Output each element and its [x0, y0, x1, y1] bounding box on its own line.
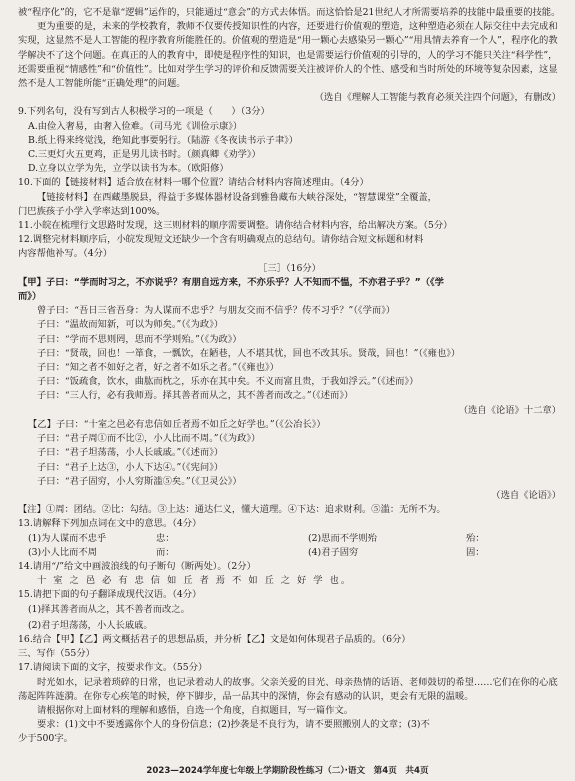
q17-requirements: 少于500字。 — [18, 733, 73, 745]
q15-sentence: (2)君子坦荡荡，小人长戚戚。 — [28, 619, 153, 631]
q13-blank: 而： — [156, 546, 175, 558]
q13-item: (4)君子固穷 — [308, 546, 359, 558]
jia-text: 曾子曰：“吾日三省吾身：为人谋而不忠乎？与朋友交而不信乎？传不习乎？”（《学而》） — [37, 305, 396, 317]
q15-sentence: (1)择其善者而从之，其不善者而改之。 — [28, 603, 190, 615]
q13-item: (2)思而不学则殆 — [308, 532, 377, 544]
question-13-row — [18, 546, 561, 560]
jia-source: （选自《论语》十二章） — [458, 404, 561, 416]
option-a: A.由俭入奢易，由奢入俭难。（司马光《训俭示康》） — [28, 120, 243, 132]
question-17-stem: 17.请阅读下面的文字，按要求作文。（55分） — [18, 662, 208, 674]
question-12: 12.调整完材料顺序后，小皖发现短文还缺少一个含有明确观点的总结句。请你结合短文标题和材料 — [18, 234, 424, 246]
q17-prompt: 时光如水，记录着琐碎的日常，也记录着动人的故事。父亲关爱的目光、母亲热情的话语、老师鼓切的希望……它们在你的心底荡起阵阵涟漪。在你专心疾笔的时候，停下脚步，品一品其中的深情，你会有感动的认识，更会有无限的温暖。 — [18, 676, 558, 702]
yi-text: 子曰：“君子上达③，小人下达④。”（《宪问》） — [37, 461, 224, 473]
jia-text: 子曰：“饭疏食，饮水，曲肱而枕之，乐亦在其中矣。不义而富且贵，于我如浮云。”（《述而》） — [37, 376, 419, 388]
question-10-stem: 10.下面的【链接材料】适合放在材料一哪个位置？请结合材料内容简述理由。（4分） — [18, 177, 369, 189]
link-material: 门巴族孩子小学入学率达到100%。 — [18, 205, 166, 217]
jia-text: 子曰：“贤哉，回也！一箪食，一瓢饮，在陋巷，人不堪其忧，回也不改其乐。贤哉，回也！”（《雍也》） — [37, 347, 461, 359]
q17-task: 请根据你对上面材料的理解和感悟，自选一个角度，自拟题目，写一篇作文。 — [37, 704, 354, 716]
question-13-row — [18, 532, 561, 546]
passage-source: （选自《理解人工智能与教育必须关注四个问题》，有删改） — [314, 92, 561, 104]
q17-requirements: 要求：(1)文中不要透露你个人的身份信息；(2)抄袭是不良行为，请不要照搬别人的文章；(3)不 — [37, 719, 430, 731]
q13-blank: 忠： — [156, 532, 175, 544]
jia-text: 子曰：“学而不思则罔，思而不学则殆。”（《为政》） — [37, 333, 242, 345]
jia-text: 子曰：“三人行，必有我师焉。择其善者而从之，其不善者而改之。”（《述而》） — [37, 390, 354, 402]
page-footer: 2023—2024学年度七年级上学期阶段性练习（二）·语文 第4页 共4页 — [146, 766, 429, 776]
annotation-note: 【注】①周：团结。②比：勾结。③上达：通达仁义，懂大道理。④下达：追求财利。⑤滥：无所不为。 — [18, 504, 446, 516]
q13-item: (3)小人比而不周 — [28, 546, 97, 558]
section-three-heading: ［三］（16分） — [258, 262, 321, 274]
yi-source: （选自《论语》） — [491, 489, 561, 501]
link-material: 【链接材料】在西藏墨脱县，得益于多媒体器材设备到雅鲁藏布大峡谷深处，“智慧课堂”全覆盖， — [37, 191, 437, 203]
q13-item: (1)为人谋而不忠乎 — [28, 532, 107, 544]
jia-text: 子曰：“知之者不如好之者，好之者不如乐之者。”（《雍也》） — [37, 362, 279, 374]
q13-blank: 固： — [466, 546, 485, 558]
option-b: B.纸上得来终觉浅，绝知此事要躬行。（陆游《冬夜读书示子聿》） — [28, 134, 299, 146]
writing-section-heading: 三、写作（55分） — [18, 648, 95, 660]
question-14-stem: 14.请用“/”给文中画波浪线的句子断句（断两处）。（2分） — [18, 560, 256, 572]
yi-text: 子曰：“君子坦荡荡，小人长戚戚。”（《述而》） — [37, 447, 224, 459]
question-11: 11.小皖在梳理行文思路时发现，这三则材料的顺序需要调整。请你结合材料内容，给出解决方案。（5分） — [18, 220, 453, 232]
question-16: 16.结合【甲】【乙】两文概括君子的思想品质，并分析【乙】文是如何体现君子品质的。（6分） — [18, 633, 411, 645]
jia-text: 子曰：“温故而知新，可以为师矣。”（《为政》） — [37, 319, 224, 331]
option-d: D.立身以立学为先，立学以读书为本。（欧阳修） — [28, 163, 229, 175]
option-c: C.三更灯火五更鸡，正是男儿读书时。（颜真卿《劝学》） — [28, 149, 261, 161]
passage-paragraph: 被“程序化”的，它不是靠“逻辑”运作的，只能通过“意会”的方式去体悟。而这恰恰是21世纪人才所需要培养的技能中最重要的技能。 — [18, 7, 561, 18]
jia-text: 而》） — [18, 291, 42, 303]
yi-text: 子曰：“君子固穷，小人穷斯滥⑤矣。”（《卫灵公》） — [37, 475, 242, 487]
yi-text: 子曰：“君子周①而不比②，小人比而不周。”（《为政》） — [37, 433, 261, 445]
yi-text: 【乙】子曰：“十室之邑必有忠信如丘者焉不如丘之好学也。”（《公冶长》） — [28, 418, 326, 430]
question-12: 内容帮他补写。（4分） — [18, 248, 113, 260]
exam-page — [18, 6, 561, 747]
question-9-stem: 9.下列名句，没有写到古人积极学习的一项是（ ）（3分） — [18, 106, 270, 118]
question-15-stem: 15.请把下面的句子翻译成现代汉语。（4分） — [18, 589, 202, 601]
q13-blank: 殆： — [466, 532, 485, 544]
passage-paragraph: 更为重要的是，未来的学校教育，教师不仅要传授知识性的内容，还要进行价值观的塑造，这种塑造必须在人际交往中去完成和实现，这显然不是人工智能的程序教育所能胜任的。价值观的塑造是“用一颗心去感染另一颗心”“用具情去养育一个人”，程序化的教学解决不了这个问题。在真正的人的教育中，即使是程序性的知识，也是需要运行价值观的引导的，人的学习不能只关注“科学性”，还需要重视“情感性”和“价值性”。比如对学生学习的评价和反馈需要关注被评价人的个性、感受和当时所处的环境等复杂因素，这显然不是人工智能所能“正确处理”的问题。 — [18, 21, 558, 90]
question-13-stem: 13.请解释下列加点词在文中的意思。（4分） — [18, 518, 202, 530]
q14-sentence: 十 室 之 邑 必 有 忠 信 如 丘 者 焉 不 如 丘 之 好 学 也。 — [37, 575, 353, 587]
jia-text: 【甲】子曰：“学而时习之，不亦说乎？有朋自远方来，不亦乐乎？人不知而不愠，不亦君子乎？”（《学 — [18, 276, 444, 288]
